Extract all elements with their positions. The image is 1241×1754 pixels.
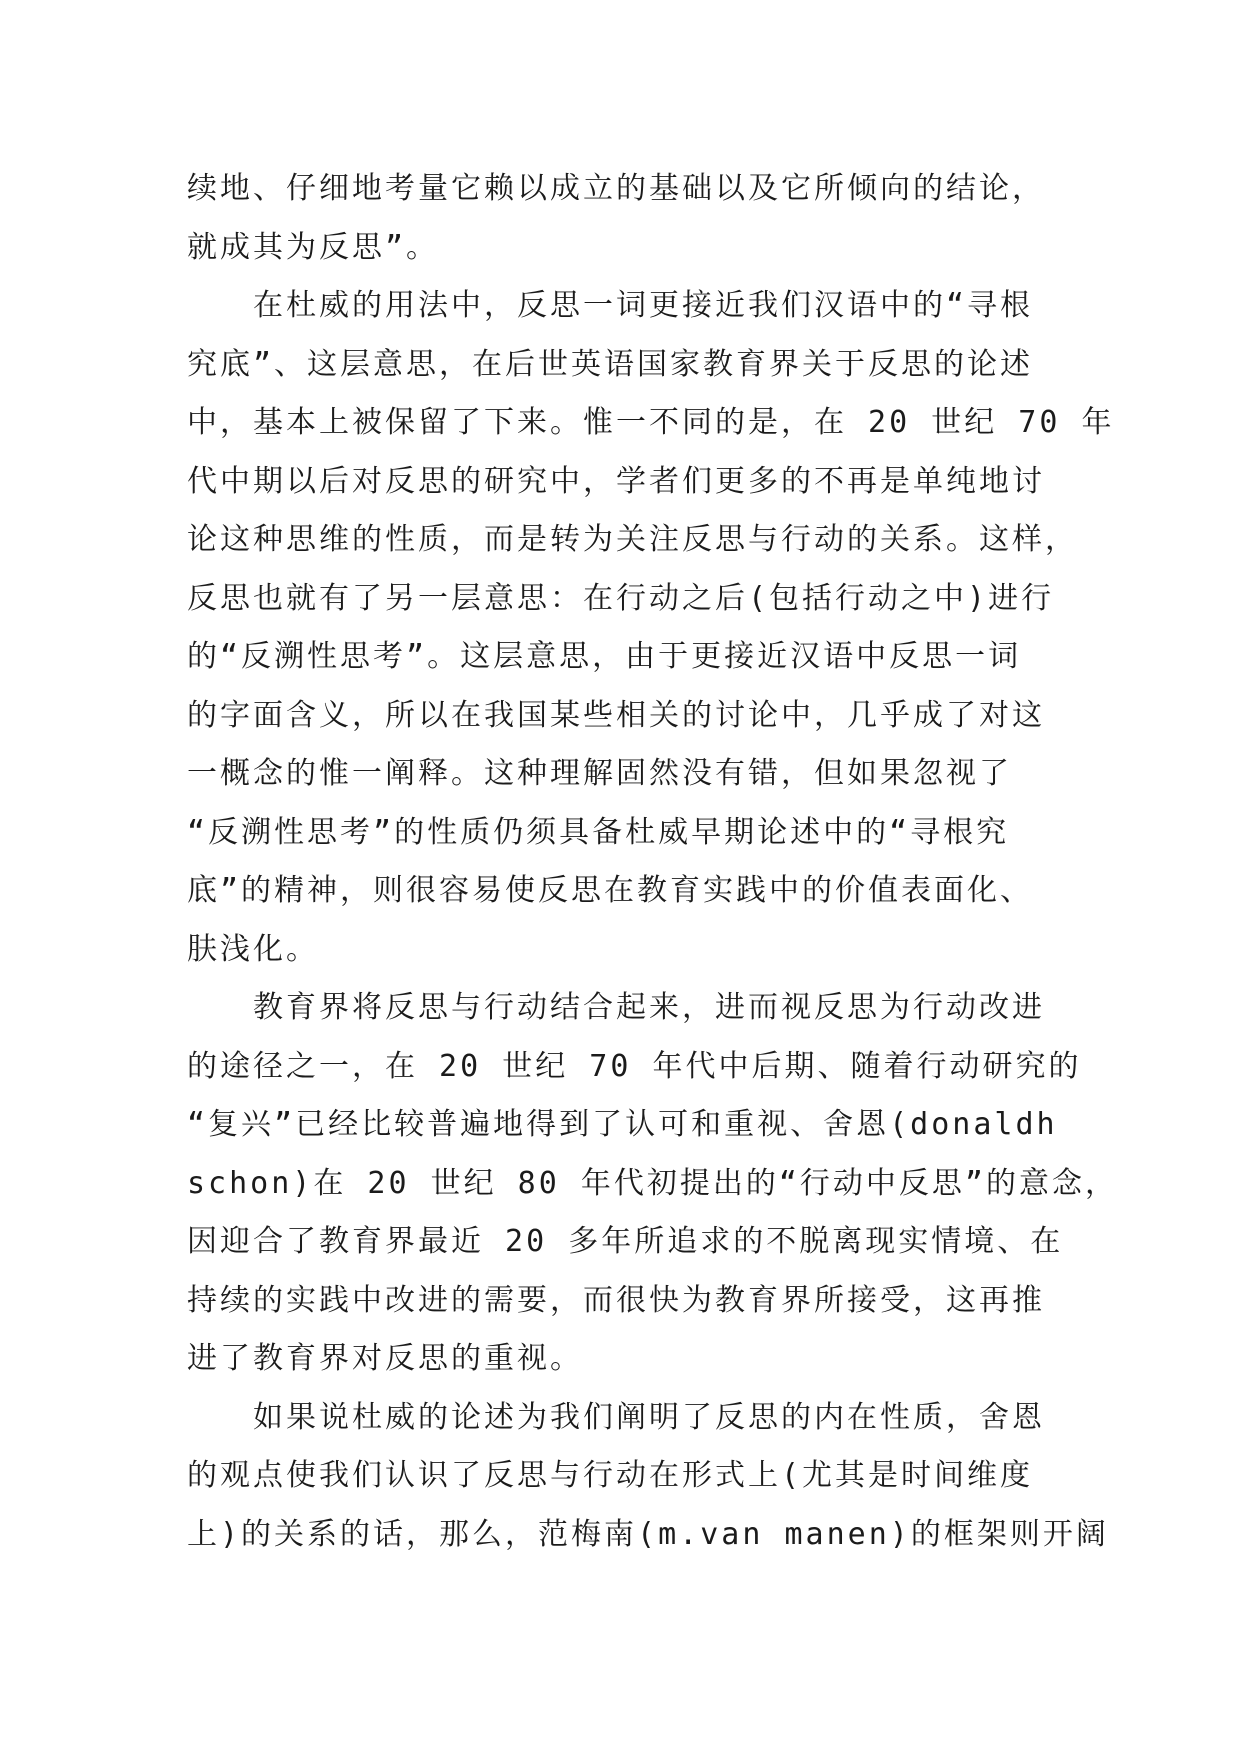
text-line: 在杜威的用法中，反思一词更接近我们汉语中的“寻根 (187, 288, 1034, 323)
text-line: 持续的实践中改进的需要，而很快为教育界所接受，这再推 (187, 1282, 1045, 1318)
text-line: 反思也就有了另一层意思：在行动之后(包括行动之中)进行 (187, 580, 1055, 616)
text-line: 代中期以后对反思的研究中，学者们更多的不再是单纯地讨 (187, 463, 1045, 499)
text-line: 如果说杜威的论述为我们阐明了反思的内在性质，舍恩 (187, 1399, 1045, 1435)
text-line: 中，基本上被保留了下来。惟一不同的是，在 20 世纪 70 年 (187, 405, 1115, 440)
text-line: 进了教育界对反思的重视。 (187, 1341, 583, 1376)
text-line: 的“反溯性思考”。这层意思，由于更接近汉语中反思一词 (187, 639, 1022, 674)
text-line: schon)在 20 世纪 80 年代初提出的“行动中反思”的意念， (187, 1165, 1118, 1201)
text-line: 教育界将反思与行动结合起来，进而视反思为行动改进 (187, 990, 1045, 1025)
text-line: 续地、仔细地考量它赖以成立的基础以及它所倾向的结论， (187, 171, 1045, 206)
text-line: 肤浅化。 (187, 931, 319, 967)
text-line: “复兴”已经比较普遍地得到了认可和重视、舍恩(donaldh (187, 1107, 1058, 1142)
text-line: 的途径之一，在 20 世纪 70 年代中后期、随着行动研究的 (187, 1048, 1082, 1084)
text-line: 究底”、这层意思，在后世英语国家教育界关于反思的论述 (187, 346, 1034, 382)
text-line: “反溯性思考”的性质仍须具备杜威早期论述中的“寻根究 (187, 814, 1010, 850)
text-line: 论这种思维的性质，而是转为关注反思与行动的关系。这样， (187, 522, 1078, 557)
text-line: 的观点使我们认识了反思与行动在形式上(尤其是时间维度 (187, 1458, 1034, 1493)
text-line: 上)的关系的话，那么，范梅南(m.van manen)的框架则开阔 (187, 1516, 1109, 1552)
text-line: 一概念的惟一阐释。这种理解固然没有错，但如果忽视了 (187, 756, 1012, 791)
text-line: 的字面含义，所以在我国某些相关的讨论中，几乎成了对这 (187, 697, 1045, 733)
text-line: 底”的精神，则很容易使反思在教育实践中的价值表面化、 (187, 873, 1034, 908)
text-line: 就成其为反思”。 (187, 229, 440, 265)
text-line: 因迎合了教育界最近 20 多年所追求的不脱离现实情境、在 (187, 1224, 1064, 1259)
body-text (187, 160, 1118, 1564)
